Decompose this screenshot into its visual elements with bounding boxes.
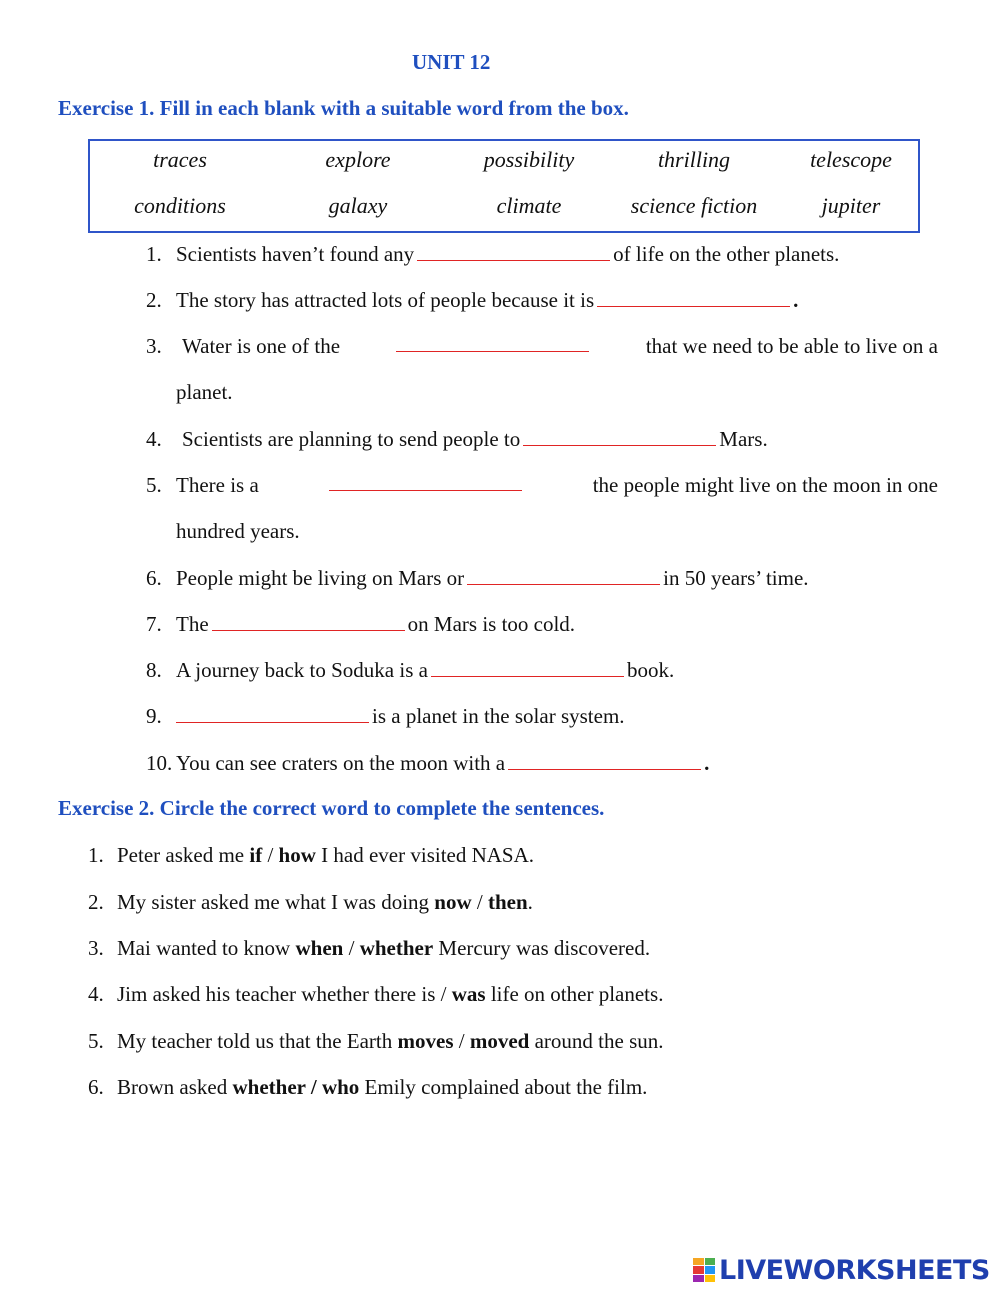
question-text: Scientists are planning to send people to [182, 427, 521, 451]
question-number: 2. [146, 288, 162, 312]
answer-blank[interactable] [467, 566, 660, 585]
answer-blank[interactable] [396, 333, 589, 352]
word-box-word: traces [153, 147, 207, 172]
question-text: life on other planets. [485, 982, 664, 1006]
word-box-word: telescope [810, 147, 892, 172]
question-text: Brown asked [117, 1075, 233, 1099]
option-separator: / [435, 982, 452, 1006]
ex1-question-continuation: hundred years. [176, 519, 300, 543]
option-separator: / [262, 843, 279, 867]
option-separator: / [343, 936, 360, 960]
option-2[interactable]: was [451, 982, 486, 1006]
word-box [88, 139, 920, 233]
question-number: 3. [88, 936, 104, 960]
question-text: Jim asked his teacher whether there is [117, 982, 436, 1006]
word-box-word: climate [496, 193, 562, 218]
question-number: 1. [146, 242, 162, 266]
question-number: 5. [88, 1029, 104, 1053]
logo-text: LIVEWORKSHEETS [719, 1254, 990, 1286]
answer-blank[interactable] [212, 612, 405, 631]
word-box-word: possibility [483, 147, 575, 172]
answer-blank[interactable] [417, 242, 610, 261]
question-text: Emily complained about the film. [359, 1075, 648, 1099]
question-number: 4. [146, 427, 162, 451]
question-text: around the sun. [529, 1029, 664, 1053]
answer-blank[interactable] [508, 751, 701, 770]
word-box-word: galaxy [328, 193, 388, 218]
option-separator: / [305, 1075, 322, 1099]
option-2[interactable]: moved [469, 1029, 530, 1053]
exercise-2-heading: Exercise 2. Circle the correct word to complete the sentences. [58, 796, 605, 820]
question-number: 7. [146, 612, 162, 636]
question-text: . [793, 288, 799, 312]
option-1[interactable]: now [434, 890, 472, 914]
question-text: . [704, 751, 710, 775]
question-number: 4. [88, 982, 104, 1006]
option-2[interactable]: who [321, 1075, 360, 1099]
question-text: The story has attracted lots of people because it is [176, 288, 595, 312]
question-number: 1. [88, 843, 104, 867]
question-text: of life on the other planets. [613, 242, 840, 266]
question-number: 9. [146, 704, 162, 728]
question-text: that we need to be able to live on a [645, 334, 938, 358]
question-text: is a planet in the solar system. [372, 704, 625, 728]
page-title: UNIT 12 [412, 50, 491, 74]
option-separator: / [471, 890, 488, 914]
option-1[interactable]: if [249, 843, 263, 867]
answer-blank[interactable] [431, 658, 624, 677]
option-separator: / [453, 1029, 470, 1053]
word-box-word: conditions [134, 193, 226, 218]
question-text: Mercury was discovered. [433, 936, 651, 960]
question-text: The [176, 612, 209, 636]
logo-mark-icon [693, 1258, 715, 1282]
answer-blank[interactable] [523, 427, 716, 446]
question-text: Peter asked me [117, 843, 250, 867]
option-1[interactable]: moves [397, 1029, 454, 1053]
question-text: Mai wanted to know [117, 936, 296, 960]
question-text: My sister asked me what I was doing [117, 890, 435, 914]
question-text: My teacher told us that the Earth [117, 1029, 398, 1053]
question-text: There is a [176, 473, 259, 497]
word-box-word: thrilling [657, 147, 731, 172]
question-text: Mars. [719, 427, 768, 451]
question-text: You can see craters on the moon with a [176, 751, 506, 775]
question-number: 5. [146, 473, 162, 497]
question-text: Water is one of the [182, 334, 341, 358]
question-text: on Mars is too cold. [407, 612, 576, 636]
option-2[interactable]: how [278, 843, 316, 867]
option-1[interactable]: when [295, 936, 344, 960]
question-number: 6. [88, 1075, 104, 1099]
question-text: . [527, 890, 533, 914]
word-box-word: explore [325, 147, 391, 172]
question-text: People might be living on Mars or [176, 566, 465, 590]
question-text: the people might live on the moon in one [592, 473, 938, 497]
question-text: in 50 years’ time. [663, 566, 809, 590]
option-2[interactable]: whether [359, 936, 434, 960]
option-2[interactable]: then [487, 890, 528, 914]
question-number: 6. [146, 566, 162, 590]
ex1-question-continuation: planet. [176, 380, 233, 404]
answer-blank[interactable] [329, 472, 522, 491]
liveworksheets-logo [693, 1254, 990, 1286]
answer-blank[interactable] [176, 704, 369, 723]
question-number: 3. [146, 334, 162, 358]
question-number: 2. [88, 890, 104, 914]
exercise-1-heading: Exercise 1. Fill in each blank with a suitable word from the box. [58, 96, 629, 120]
word-box-word: science fiction [630, 193, 758, 218]
word-box-word: jupiter [821, 193, 881, 218]
question-number: 8. [146, 658, 162, 682]
question-text: book. [626, 658, 675, 682]
question-text: Scientists haven’t found any [176, 242, 415, 266]
question-text: A journey back to Soduka is a [176, 658, 428, 682]
question-text: I had ever visited NASA. [315, 843, 535, 867]
option-1[interactable]: whether [232, 1075, 306, 1099]
question-number: 10. [146, 751, 173, 775]
answer-blank[interactable] [597, 288, 790, 307]
